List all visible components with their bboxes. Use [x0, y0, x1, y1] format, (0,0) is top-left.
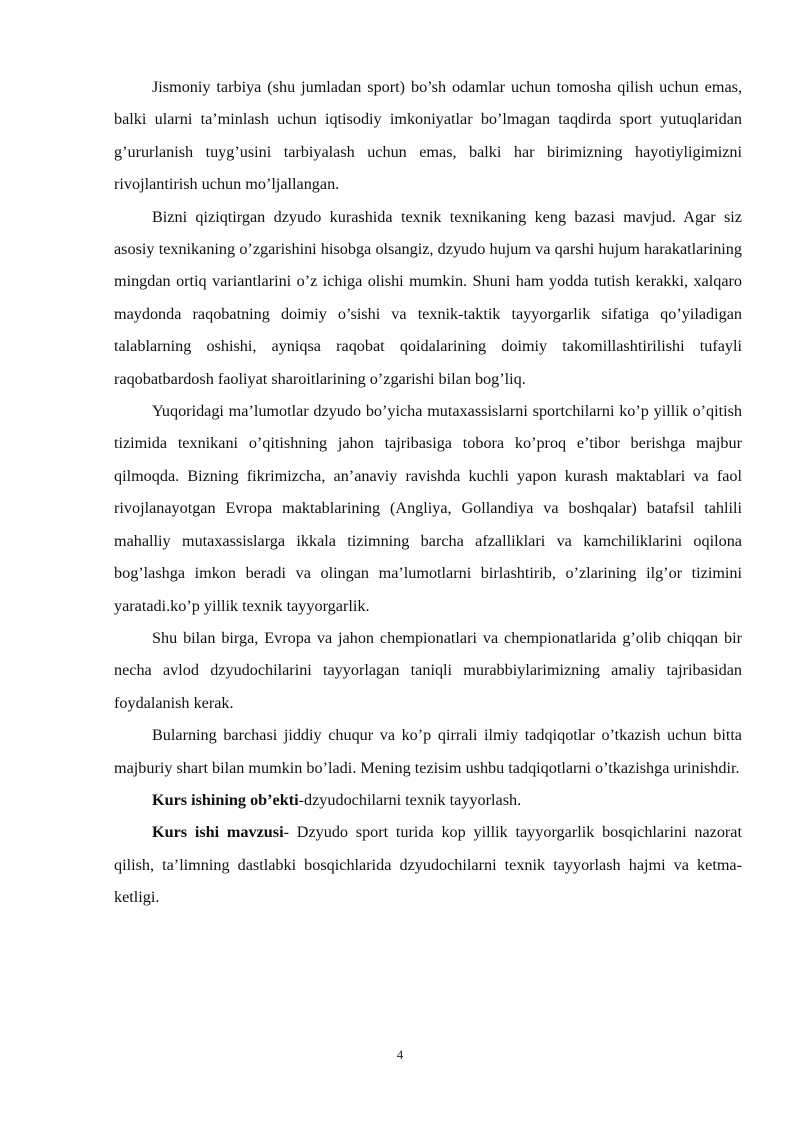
- paragraph: Bizni qiziqtirgan dzyudo kurashida texnik texnikaning keng bazasi mavjud. Agar siz asosiy texnikaning o’zgarishini hisobga olsangiz, dzyudo hujum va qarshi hujum harakatlarining mingdan ortiq variantlarini o’z ichiga olishi mumkin. Shuni ham yodda tutish kerakki, xalqaro maydonda raqobatning doimiy o’sishi va texnik-taktik tayyorgarlik sifatiga qo’yiladigan talablarning oshishi, ayniqsa raqobat qoidalarining doimiy takomillashtirilishi tufayli raqobatbardosh faoliyat sharoitlarining o’zgarishi bilan bog’liq.: [114, 207, 742, 388]
- paragraph: Yuqoridagi ma’lumotlar dzyudo bo’yicha mutaxassislarni sportchilarni ko’p yillik o’qitish tizimida texnikani o’qitishning jahon tajribasiga tobora ko’proq e’tibor berishga majbur qilmoqda. Bizning fikrimizcha, an’anaviy ravishda kuchli yapon kurash maktablari va faol rivojlanayotgan Evropa maktablarining (Angliya, Gollandiya va boshqalar) batafsil tahlili mahalliy mutaxassislarga ikkala tizimning barcha afzalliklari va kamchiliklarini oqilona bog’lashga imkon beradi va olingan ma’lumotlarni birlashtirib, o’zlarining ilg’or tizimini yaratadi.ko’p yillik texnik tayyorgarlik.: [114, 402, 742, 615]
- course-subject-paragraph: [114, 816, 742, 913]
- course-object-paragraph: [114, 784, 742, 816]
- paragraph: Bularning barchasi jiddiy chuqur va ko’p qirrali ilmiy tadqiqotlar o’tkazish uchun bitta majburiy shart bilan mumkin bo’ladi. Mening tezisim ushbu tadqiqotlarni o’tkazishga urinishdir.: [114, 726, 742, 777]
- course-object-text: -dzyudochilarni texnik tayyorlash.: [298, 790, 522, 809]
- paragraph: Jismoniy tarbiya (shu jumladan sport) bo’sh odamlar uchun tomosha qilish uchun emas, balki ularni ta’minlash uchun iqtisodiy imkoniyatlar bo’lmagan taqdirda sport yutuqlaridan g’ururlanish tuyg’usini tarbiyalash uchun emas, balki har birimizning hayotiyligimizni rivojlantirish uchun mo’ljallangan.: [114, 78, 742, 194]
- course-object-label: Kurs ishining ob’ekti: [152, 790, 299, 809]
- page-number: 4: [396, 1047, 404, 1062]
- course-subject-text: - Dzyudo sport turida kop yillik tayyorgarlik bosqichlarini nazorat qilish, ta’limning dastlabki bosqichlarida dzyudochilarni texnik tayyorlash hajmi va ketma-ketligi.: [114, 823, 742, 907]
- paragraph: Shu bilan birga, Evropa va jahon chempionatlari va chempionatlarida g’olib chiqqan bir necha avlod dzyudochilarini tayyorlagan taniqli murabbiylarimizning amaliy tajribasidan foydalanish kerak.: [114, 628, 742, 712]
- course-subject-label: Kurs ishi mavzusi: [152, 823, 284, 842]
- document-body: [114, 71, 742, 914]
